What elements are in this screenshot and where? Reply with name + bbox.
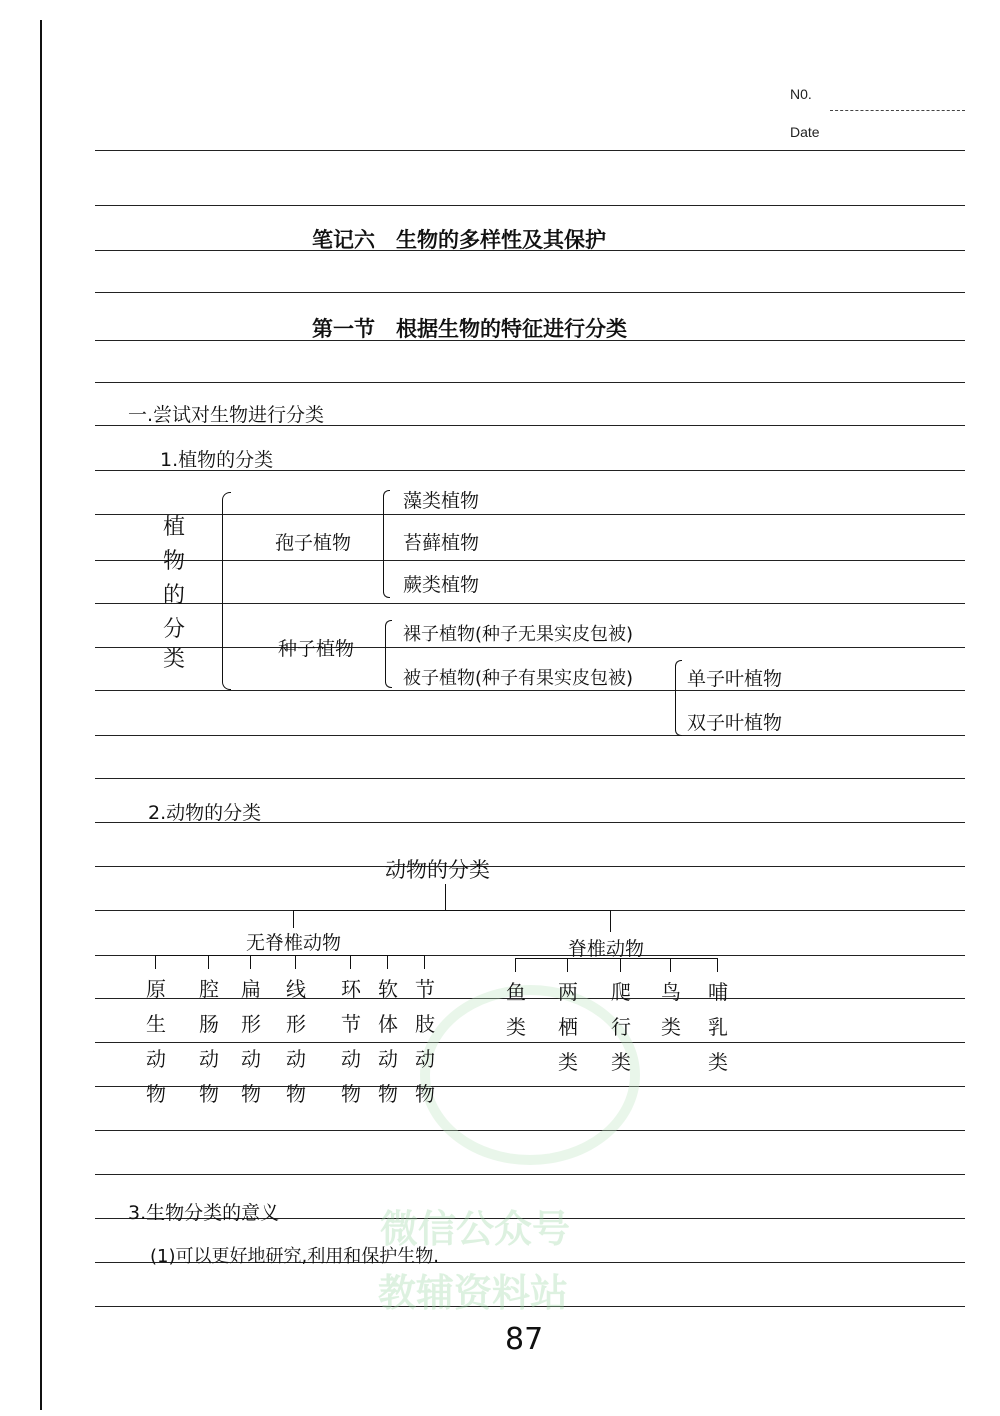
ruled-line bbox=[95, 866, 965, 867]
date-label: Date bbox=[790, 124, 820, 140]
vertebrates-label: 脊椎动物 bbox=[568, 938, 645, 960]
tree-connector bbox=[155, 955, 156, 969]
watermark-line2: 教辅资料站 bbox=[378, 1271, 569, 1315]
page-number: 87 bbox=[505, 1322, 544, 1357]
animal-heading: 2.动物的分类 bbox=[148, 802, 262, 824]
angiosperms: 被子植物(种子有果实皮包被) bbox=[403, 668, 634, 689]
plant-heading: 1.植物的分类 bbox=[160, 449, 274, 471]
invert-bar bbox=[155, 955, 425, 956]
algae-plants: 藻类植物 bbox=[403, 490, 480, 512]
plant-root-char: 物 bbox=[163, 549, 186, 574]
ruled-line bbox=[95, 690, 965, 691]
flatworms: 扁形动物 bbox=[241, 977, 261, 1106]
reptiles: 爬行类 bbox=[611, 980, 631, 1074]
plant-root-char: 的 bbox=[163, 583, 186, 608]
fish: 鱼类 bbox=[506, 980, 526, 1039]
tree-connector bbox=[445, 884, 446, 910]
angio-brace bbox=[675, 660, 682, 736]
seed-brace bbox=[385, 620, 392, 688]
watermark-line1: 微信公众号 bbox=[380, 1207, 571, 1251]
tree-connector bbox=[567, 958, 568, 972]
tree-connector bbox=[350, 955, 351, 969]
tree-connector bbox=[295, 955, 296, 969]
invertebrates-label: 无脊椎动物 bbox=[246, 932, 342, 954]
tree-connector bbox=[208, 955, 209, 969]
moss-plants: 苔藓植物 bbox=[403, 532, 480, 554]
ruled-line bbox=[95, 735, 965, 736]
section-title: 第一节 根据生物的特征进行分类 bbox=[312, 317, 627, 341]
no-dotted-line bbox=[830, 110, 965, 111]
tree-connector bbox=[515, 958, 516, 972]
tree-connector bbox=[387, 955, 388, 969]
coelenterates: 腔肠动物 bbox=[199, 977, 219, 1106]
seed-plants-label: 种子植物 bbox=[278, 638, 355, 660]
birds: 鸟类 bbox=[661, 980, 681, 1039]
fern-plants: 蕨类植物 bbox=[403, 574, 480, 596]
point-1: (1)可以更好地研究,利用和保护生物. bbox=[150, 1246, 439, 1267]
tree-connector bbox=[250, 955, 251, 969]
heading-1: 一.尝试对生物进行分类 bbox=[128, 404, 325, 426]
amphibians: 两栖类 bbox=[558, 980, 578, 1074]
vert-bar bbox=[515, 958, 717, 959]
protozoa: 原生动物 bbox=[146, 977, 166, 1106]
monocots: 单子叶植物 bbox=[687, 668, 783, 690]
roundworms: 线形动物 bbox=[286, 977, 306, 1106]
plant-root-brace bbox=[222, 492, 231, 690]
page-title: 笔记六 生物的多样性及其保护 bbox=[312, 228, 606, 252]
ruled-line bbox=[95, 778, 965, 779]
spore-brace bbox=[383, 490, 390, 598]
tree-connector bbox=[424, 955, 425, 969]
tree-connector bbox=[610, 910, 611, 932]
mammals: 哺乳类 bbox=[708, 980, 728, 1074]
left-margin-line bbox=[40, 20, 42, 1410]
animal-tree-root: 动物的分类 bbox=[385, 858, 490, 882]
plant-root-char: 植 bbox=[163, 515, 186, 540]
ruled-line bbox=[95, 1174, 965, 1175]
gymnosperms: 裸子植物(种子无果实皮包被) bbox=[403, 624, 634, 645]
watermark-logo bbox=[420, 985, 640, 1165]
tree-connector bbox=[293, 910, 610, 911]
spore-plants-label: 孢子植物 bbox=[275, 532, 352, 554]
ruled-line bbox=[95, 292, 965, 293]
tree-connector bbox=[717, 958, 718, 972]
heading-3: 3.生物分类的意义 bbox=[128, 1202, 280, 1224]
plant-root-char: 类 bbox=[163, 647, 186, 672]
no-label: N0. bbox=[790, 86, 812, 102]
arthropods: 节肢动物 bbox=[415, 977, 435, 1106]
ruled-line bbox=[95, 150, 965, 151]
ruled-line bbox=[95, 205, 965, 206]
annelids: 环节动物 bbox=[341, 977, 361, 1106]
dicots: 双子叶植物 bbox=[687, 712, 783, 734]
ruled-line bbox=[95, 382, 965, 383]
tree-connector bbox=[620, 958, 621, 972]
tree-connector bbox=[670, 958, 671, 972]
mollusks: 软体动物 bbox=[378, 977, 398, 1106]
plant-root-char: 分 bbox=[163, 617, 186, 642]
tree-connector bbox=[293, 910, 294, 928]
